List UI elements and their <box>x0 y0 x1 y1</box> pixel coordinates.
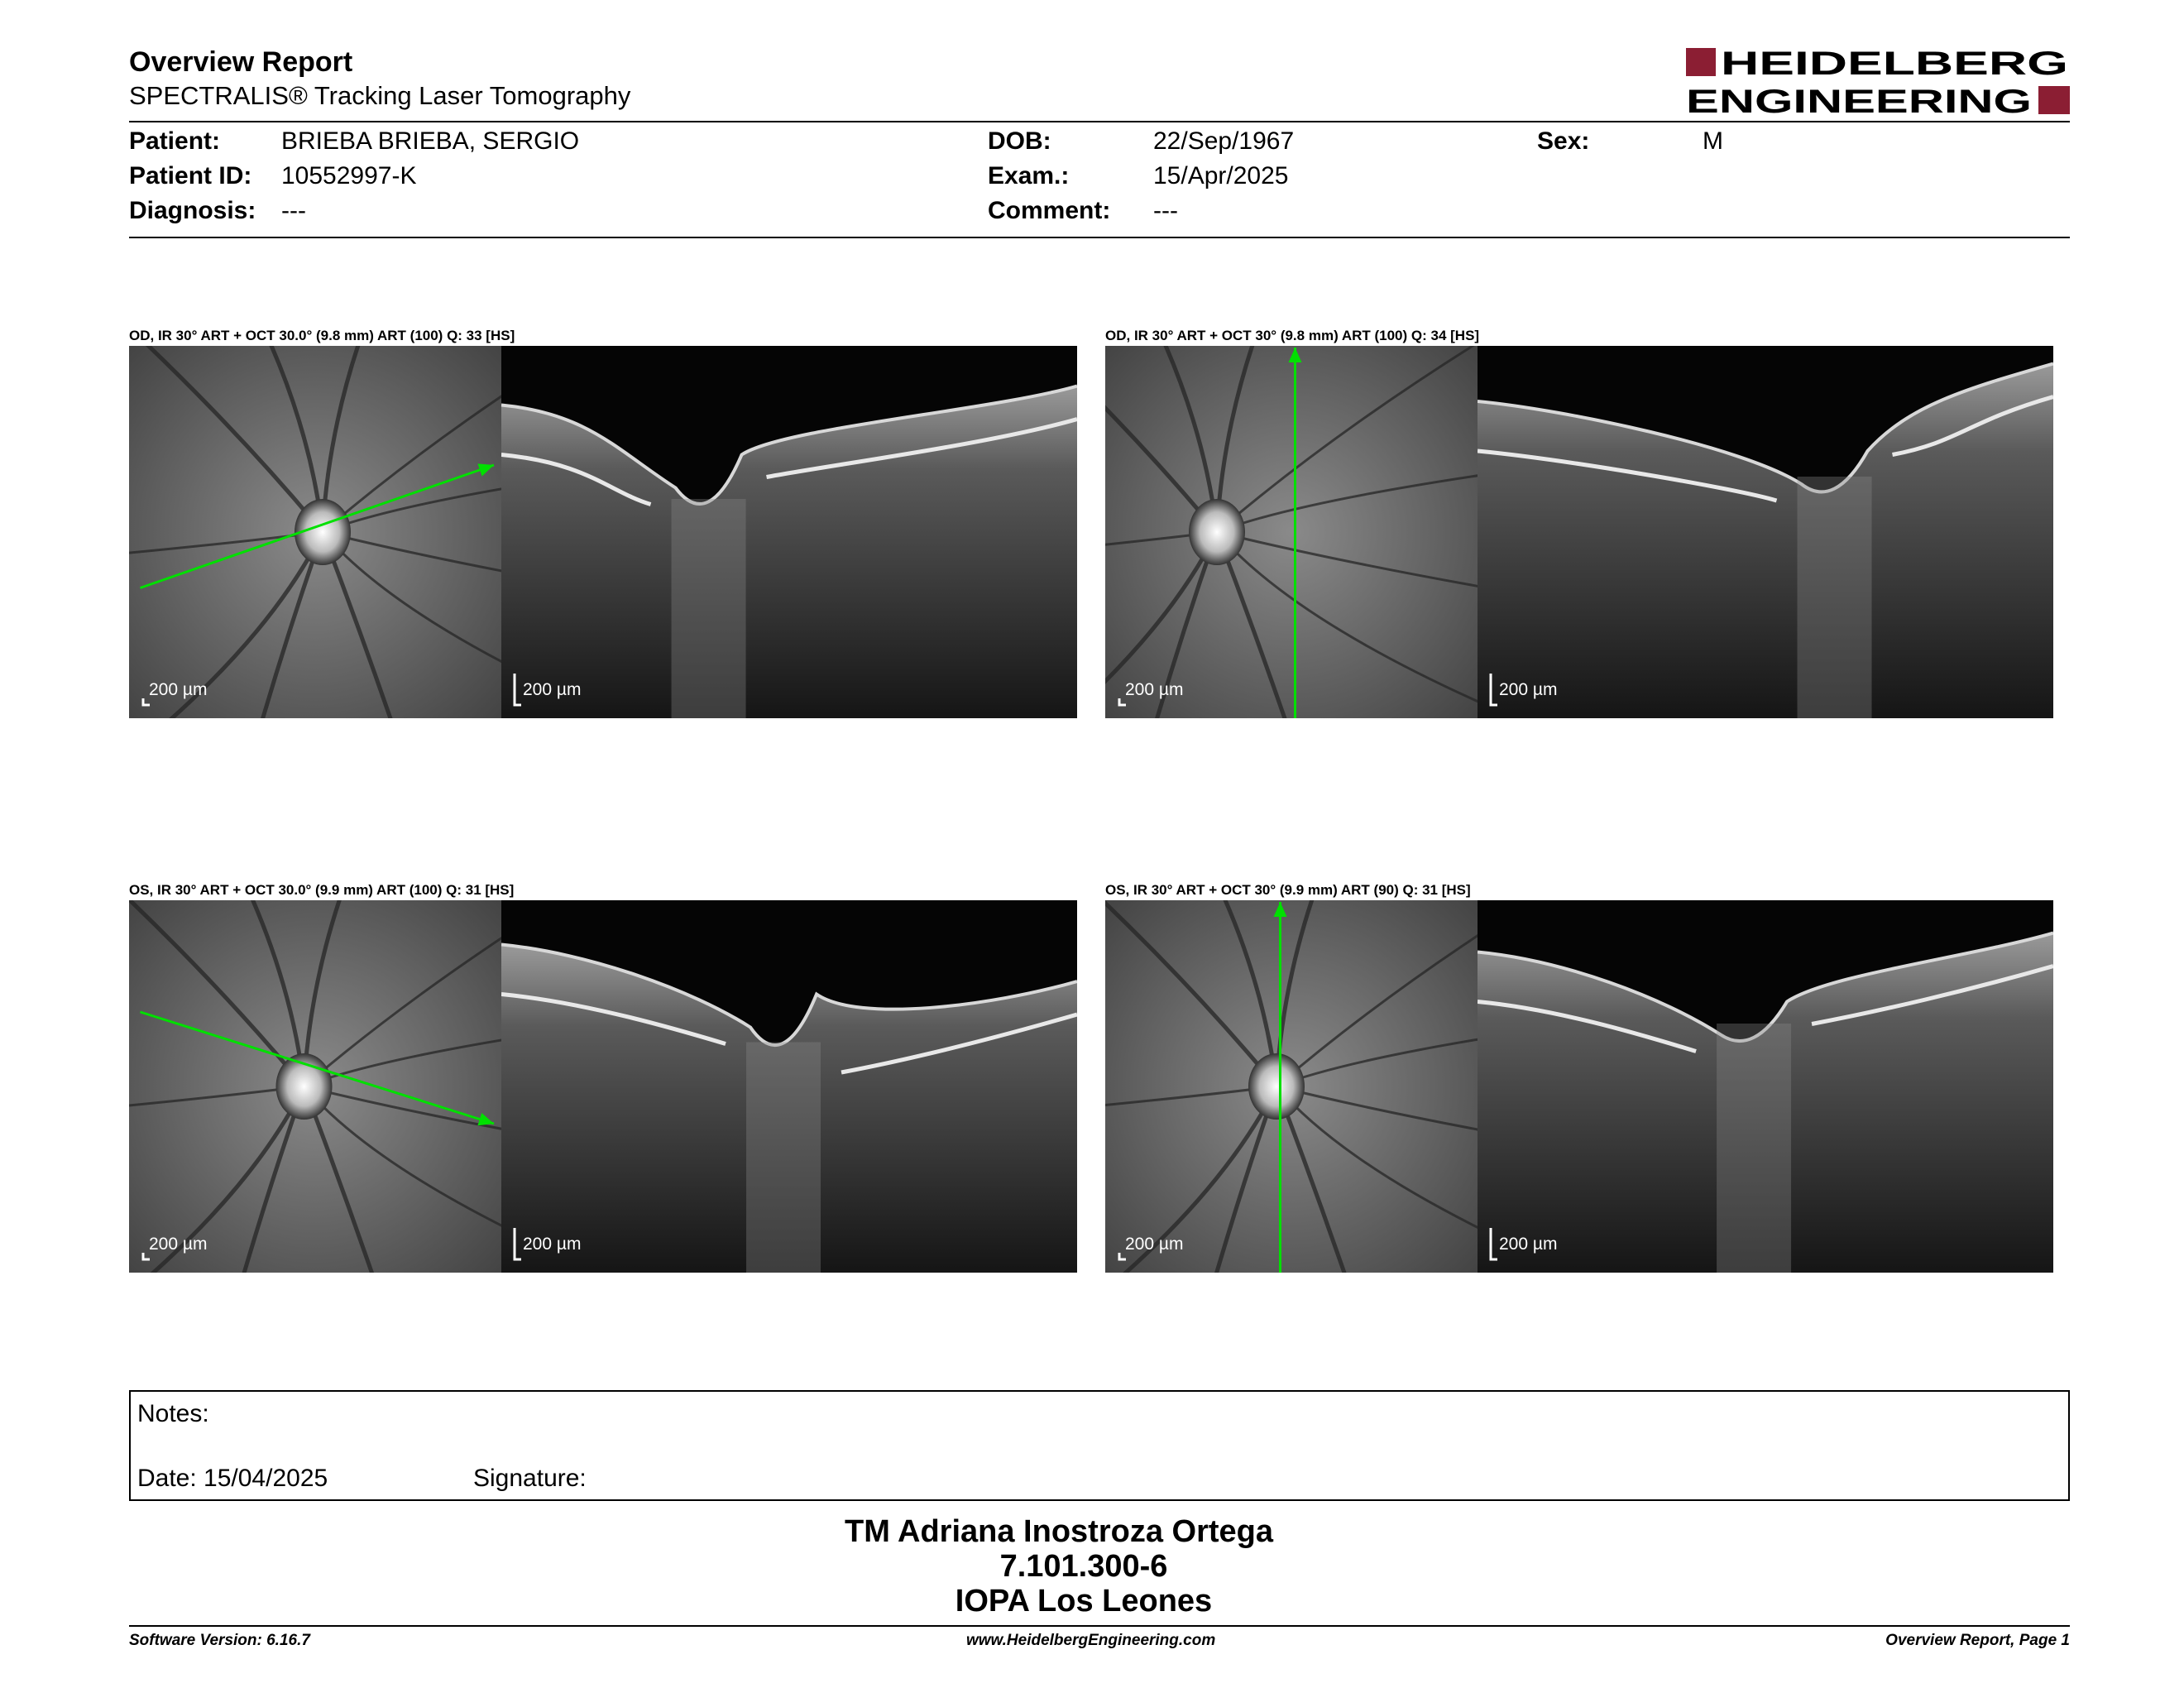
sex-label: Sex: <box>1537 127 1590 155</box>
ir-scale-label: 200 µm <box>149 1235 208 1254</box>
ir-scale-label: 200 µm <box>149 680 208 699</box>
signer-name: TM Adriana Inostroza Ortega <box>845 1514 1273 1549</box>
oct-scale-label: 200 µm <box>523 1235 582 1254</box>
disc-shadow <box>672 499 746 718</box>
notes-box <box>129 1390 2070 1501</box>
disc-shadow <box>1717 1024 1791 1273</box>
comment-value: --- <box>1153 197 1178 224</box>
oct-bscan-image <box>501 900 1077 1273</box>
oct-scale-label: 200 µm <box>1499 680 1558 699</box>
ir-fundus-image <box>129 900 501 1273</box>
ir-fundus-image <box>1105 346 1478 718</box>
oct-bscan-image <box>1478 900 2053 1273</box>
oct-scale-label: 200 µm <box>1499 1235 1558 1254</box>
oct-bscan-image <box>501 346 1077 718</box>
ir-fundus-image <box>1105 900 1478 1273</box>
report-subtitle: SPECTRALIS® Tracking Laser Tomography <box>129 81 631 110</box>
optic-disc <box>1248 1053 1305 1120</box>
notes-label: Notes: <box>137 1400 209 1427</box>
heidelberg-logo <box>1686 46 2070 116</box>
software-version: Software Version: 6.16.7 <box>129 1632 310 1649</box>
scan-title: OD, IR 30° ART + OCT 30° (9.8 mm) ART (100) Q: 34 [HS] <box>1105 328 1480 343</box>
scan-title: OS, IR 30° ART + OCT 30.0° (9.9 mm) ART (100) Q: 31 [HS] <box>129 882 515 898</box>
patient-divider <box>129 237 2070 238</box>
header-divider <box>129 121 2070 122</box>
exam-value: 15/Apr/2025 <box>1153 162 1289 189</box>
oct-scale-label: 200 µm <box>523 680 582 699</box>
patient-label: Patient: <box>129 127 221 155</box>
sex-value: M <box>1703 127 1723 155</box>
date-label: Date: 15/04/2025 <box>137 1465 328 1492</box>
signer-rut: 7.101.300-6 <box>999 1549 1168 1584</box>
logo-line1: HEIDELBERG <box>1721 46 2068 82</box>
diagnosis-label: Diagnosis: <box>129 197 256 224</box>
dob-label: DOB: <box>988 127 1051 155</box>
signer-clinic: IOPA Los Leones <box>955 1584 1213 1618</box>
dob-value: 22/Sep/1967 <box>1153 127 1295 155</box>
disc-shadow <box>746 1043 821 1273</box>
scan-title: OS, IR 30° ART + OCT 30° (9.9 mm) ART (90) Q: 31 [HS] <box>1105 882 1471 898</box>
exam-label: Exam.: <box>988 162 1070 189</box>
ir-scale-label: 200 µm <box>1125 1235 1184 1254</box>
signature-label: Signature: <box>473 1465 587 1492</box>
fundus-background <box>1105 346 1478 718</box>
ir-scale-label: 200 µm <box>1125 680 1184 699</box>
patient-name: BRIEBA BRIEBA, SERGIO <box>281 127 580 155</box>
optic-disc <box>1189 499 1245 565</box>
logo-line2: ENGINEERING <box>1686 84 2032 116</box>
ir-fundus-image <box>129 346 501 718</box>
patient-id-label: Patient ID: <box>129 162 252 189</box>
footer-divider <box>129 1625 2070 1627</box>
scan-title: OD, IR 30° ART + OCT 30.0° (9.8 mm) ART (100) Q: 33 [HS] <box>129 328 515 343</box>
diagnosis-value: --- <box>281 197 306 224</box>
patient-id: 10552997-K <box>281 162 417 189</box>
website-link[interactable]: www.HeidelbergEngineering.com <box>966 1632 1216 1649</box>
comment-label: Comment: <box>988 197 1111 224</box>
page-indicator: Overview Report, Page 1 <box>1885 1632 2070 1649</box>
oct-bscan-image <box>1478 346 2053 718</box>
report-title: Overview Report <box>129 46 353 78</box>
disc-shadow <box>1798 477 1872 718</box>
